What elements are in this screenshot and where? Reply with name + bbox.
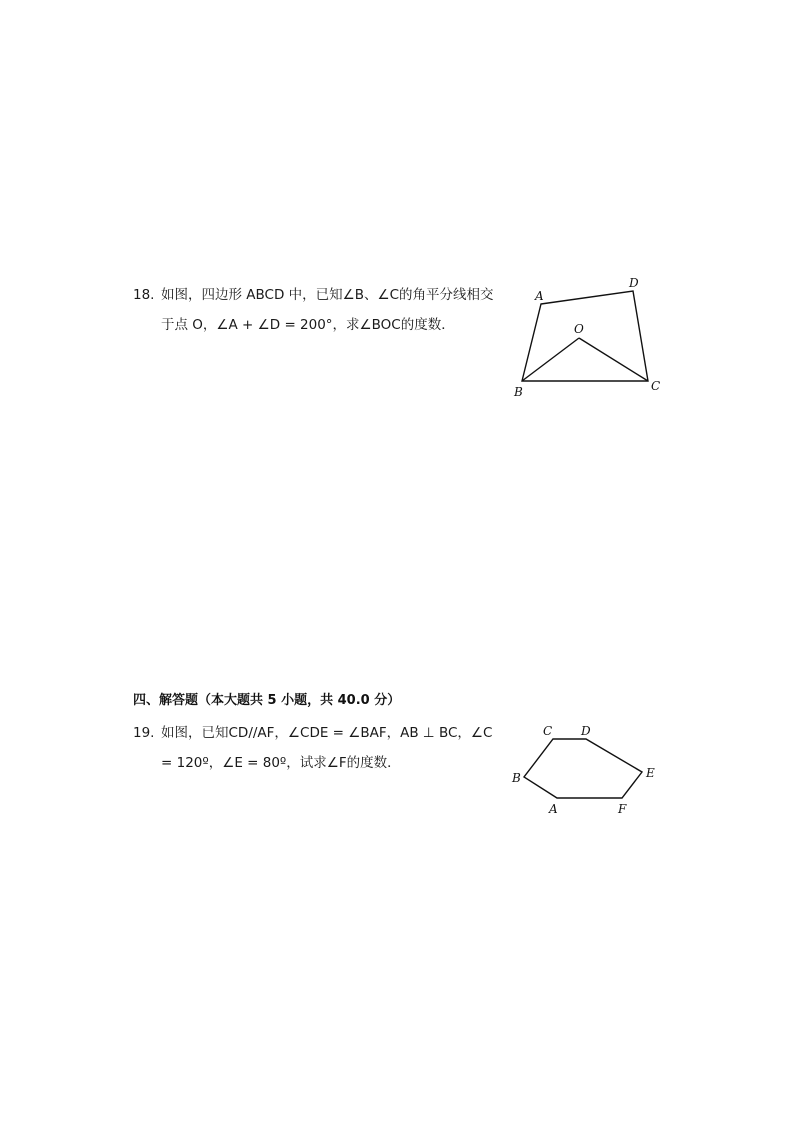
q18-text-line-1: 如图，四边形 ABCD 中，已知∠B、∠C的角平分线相交 — [161, 287, 494, 303]
q19-label-b: B — [512, 771, 521, 785]
q18-bisector-bo — [522, 338, 579, 381]
q19-text-line-2: = 120º，∠E = 80º，试求∠F的度数． — [161, 755, 401, 771]
q18-number: 18. — [133, 287, 155, 303]
q18-label-a: A — [535, 289, 544, 303]
q19-label-e: E — [646, 766, 655, 780]
section-4-heading: 四、解答题（本大题共 5 小题，共 40.0 分） — [133, 693, 401, 708]
q18-text-line-2: 于点 O，∠A + ∠D = 200°，求∠BOC的度数． — [161, 317, 455, 333]
q18-label-d: D — [629, 276, 639, 290]
q19-number: 19. — [133, 725, 155, 741]
q18-label-b: B — [514, 385, 523, 399]
q19-label-c: C — [543, 724, 553, 738]
q19-hexagon-abcdef — [524, 739, 642, 798]
q18-label-o: O — [574, 322, 584, 336]
q18-bisector-co — [579, 338, 648, 381]
q19-label-d: D — [581, 724, 591, 738]
q18-quadrilateral-abcd — [522, 291, 648, 381]
q18-label-c: C — [651, 379, 661, 393]
q19-label-f: F — [618, 802, 627, 816]
q19-text-line-1: 如图，已知CD//AF，∠CDE = ∠BAF，AB ⊥ BC，∠C — [161, 725, 493, 741]
q19-label-a: A — [549, 802, 558, 816]
